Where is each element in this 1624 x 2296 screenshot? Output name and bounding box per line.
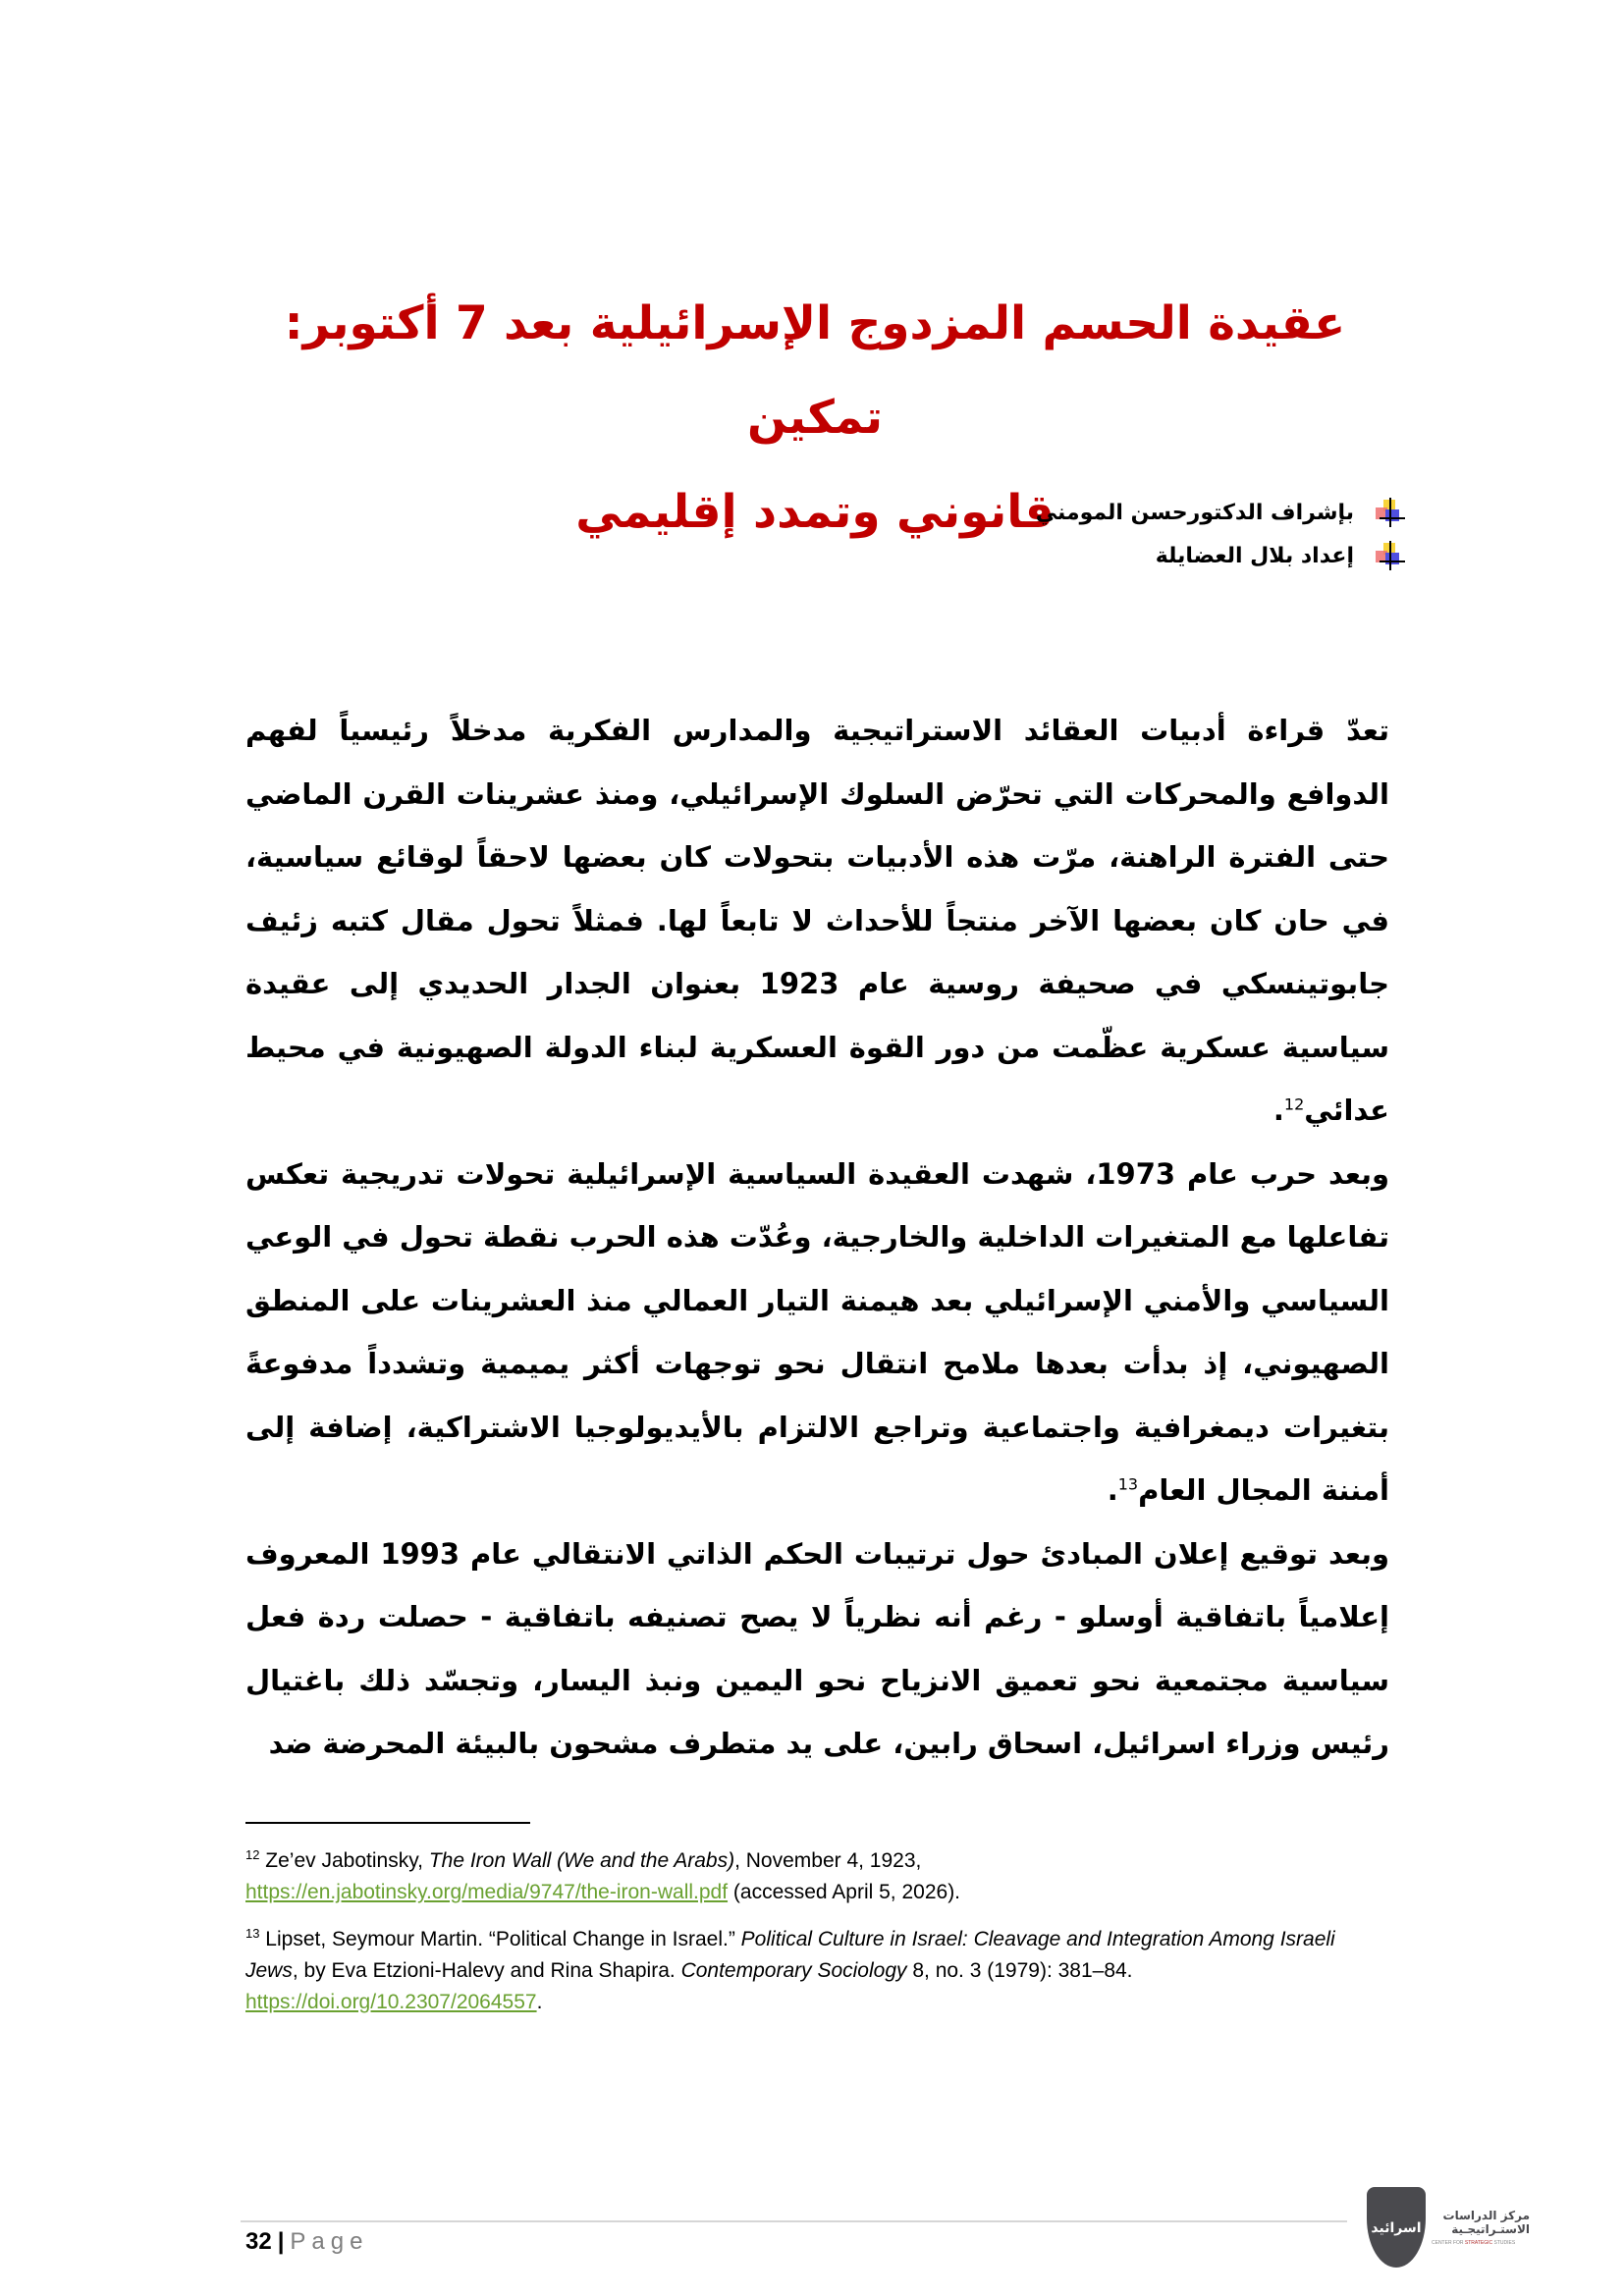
footnote-link[interactable]: https://en.jabotinsky.org/media/9747/the-iron-wall.pdf: [245, 1881, 729, 1903]
title-line-2: قانوني وتمدد إقليمي: [575, 485, 1055, 539]
title-line-1: عقيدة الحسم المزدوج الإسرائيلية بعد 7 أكتوبر: تمكين: [284, 296, 1346, 445]
footnote-ref[interactable]: 13: [1117, 1474, 1139, 1494]
footnote-text: .: [536, 1991, 543, 2013]
paragraph: [245, 1522, 1389, 1776]
paragraph-end: .: [1107, 1473, 1118, 1507]
page-number-value: 32: [245, 2228, 272, 2255]
footnote-title: Political Culture in Israel: Cleavage and Integration Among Israeli Jews: [245, 1928, 1335, 1982]
paragraph-text: وبعد توقيع إعلان المبادئ حول ترتيبات الحكم الذاتي الانتقالي عام 1993 المعروف إعلامياً باتفاقية أوسلو - رغم أنه نظرياً لا يصح تصنيفه باتفاقية - حصلت ردة فعل سياسية مجتمعية نحو تعميق الانزياح نحو اليمين ونبذ اليسار، وتجسّد ذلك باغتيال رئيس وزراء اسرائيل، اسحاق رابين، على يد متطرف مشحون بالبيئة المحرضة ضد: [245, 1536, 1389, 1760]
footnotes: [245, 1845, 1384, 2034]
footnote-text: Ze’ev Jabotinsky,: [259, 1849, 429, 1872]
shield-text: اسرائيد: [1371, 2220, 1422, 2236]
footnote-13: [245, 1924, 1384, 2018]
article-body: [245, 699, 1389, 1776]
logo-ar-line-2: الاستـراتيجـية: [1451, 2222, 1530, 2236]
shield-logo-icon: [1367, 2187, 1426, 2268]
page-label: Page: [290, 2228, 369, 2255]
paragraph-text: تعدّ قراءة أدبيات العقائد الاستراتيجية والمدارس الفكرية مدخلاً رئيسياً لفهم الدوافع والمحركات التي تحرّض السلوك الإسرائيلي، ومنذ عشرينات القرن الماضي حتى الفترة الراهنة، مرّت هذه الأدبيات بتحولات كان بعضها لاحقاً لوقائع سياسية، في حان كان بعضها الآخر منتجاً للأحداث لا تابعاً لها. فمثلاً تحول مقال كتبه زئيف جابوتينسكي في صحيفة روسية عام 1923 بعنوان الجدار الحديدي إلى عقيدة سياسية عسكرية عظّمت من دور القوة العسكرية لبناء الدولة الصهيونية في محيط عدائي: [245, 714, 1389, 1127]
multicolor-square-bullet-icon: [1374, 541, 1403, 570]
footnote-title: The Iron Wall (We and the Arabs): [428, 1849, 735, 1872]
credit-text: إعداد بلال العضايلة: [1155, 543, 1354, 568]
footnote-link[interactable]: https://doi.org/10.2307/2064557: [245, 1991, 537, 2013]
footnote-text: Lipset, Seymour Martin. “Political Change in Israel.”: [259, 1928, 741, 1950]
paragraph: [245, 1143, 1389, 1522]
logo-en-highlight: STRATEGIC: [1464, 2240, 1493, 2246]
footnote-text: (accessed April 5, 2026).: [728, 1881, 961, 1903]
footnote-number: 12: [245, 1847, 260, 1862]
logo-en-text: CENTER FOR: [1432, 2240, 1465, 2246]
paragraph-text: وبعد حرب عام 1973، شهدت العقيدة السياسية الإسرائيلية تحولات تدريجية تعكس تفاعلها مع المتغيرات الداخلية والخارجية، وعُدّت هذه الحرب نقطة تحول في الوعي السياسي والأمني الإسرائيلي بعد هيمنة التيار العمالي منذ العشرينات على المنطق الصهيوني، إذ بدأت بعدها ملامح انتقال نحو توجهات أكثر يميمية وتشدداً مدفوعةً بتغيرات ديمغرافية واجتماعية وتراجع الالتزام بالأيديولوجيا الاشتراكية، إضافة إلى أمننة المجال العام: [245, 1156, 1389, 1507]
page-number: [245, 2228, 368, 2256]
credit-author: [1036, 534, 1403, 577]
credit-text: بإشراف الدكتورحسن المومني: [1035, 500, 1354, 525]
logo-arabic-name: [1432, 2209, 1530, 2236]
footnote-ref[interactable]: 12: [1283, 1095, 1305, 1114]
logo-en-text: STUDIES: [1492, 2240, 1516, 2246]
credit-supervisor: [1036, 491, 1403, 534]
footnote-text: , November 4, 1923,: [734, 1849, 922, 1872]
footnote-separator: [245, 1822, 530, 1824]
footnote-number: 13: [245, 1926, 260, 1941]
paragraph-end: .: [1272, 1094, 1284, 1127]
footer-divider: [241, 2220, 1347, 2222]
logo-english-name: [1432, 2240, 1515, 2246]
footnote-12: [245, 1845, 1384, 1908]
footnote-text: 8, no. 3 (1979): 381–84.: [906, 1959, 1133, 1982]
paragraph: [245, 699, 1389, 1143]
multicolor-square-bullet-icon: [1374, 498, 1403, 527]
center-logo: [1367, 2187, 1534, 2275]
page-separator: |: [277, 2228, 285, 2255]
footnote-journal: Contemporary Sociology: [680, 1959, 907, 1982]
footnote-text: , by Eva Etzioni-Halevy and Rina Shapira.: [292, 1959, 681, 1982]
logo-ar-line-1: مركز الدراسات: [1442, 2209, 1530, 2222]
credits-list: [1036, 491, 1403, 577]
